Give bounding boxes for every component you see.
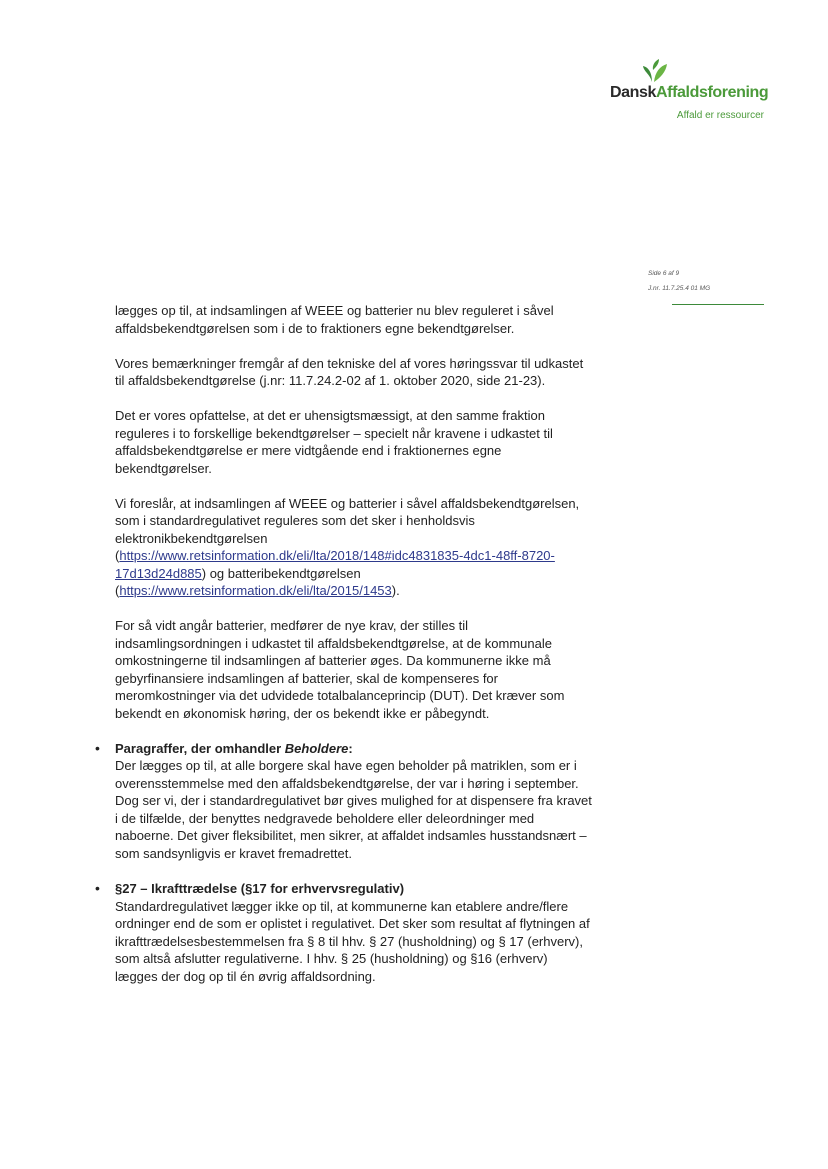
logo-tagline-part1: Affald xyxy=(676,110,703,121)
bullet-heading: §27 – Ikrafttrædelse (§17 for erhvervsregulativ) xyxy=(115,881,405,897)
bullet-dot-icon: • xyxy=(95,880,100,897)
bullet-dot-icon: • xyxy=(95,739,100,756)
bullet-heading-colon: : xyxy=(348,740,353,756)
logo-name-part1: Dansk xyxy=(610,84,657,101)
bullet-heading xyxy=(115,740,593,758)
page-meta xyxy=(648,266,710,296)
proposal-text-c: ). xyxy=(391,583,400,599)
paragraph-batteries: For så vidt angår batterier, medfører de nye krav, der stilles til indsamlingsordningen i udkastet til affaldsbekendtgørelse, at de kommunale omkostningerne til indsamlingen af batterier øges. Da kommunerne ikke må gebyrfinansiere indsamlingen af batterier, skal de kompenseres for meromkostninger via det udvidede totalbalanceprincip (DUT). Det kræver som bekendt en økonomisk høring, der os bekendt ikke er påbegyndt. xyxy=(115,618,565,721)
document-body xyxy=(95,302,593,1003)
link-batteribekendtgoerelse[interactable]: https://www.retsinformation.dk/eli/lta/2015/1453 xyxy=(119,583,392,599)
bullet-heading-text: Paragraffer, der omhandler xyxy=(115,740,285,756)
logo-tagline-part2: er ressourcer xyxy=(705,110,764,121)
logo-name-part2: Affaldsforening xyxy=(656,84,769,101)
paragraph-remarks: Vores bemærkninger fremgår af den tekniske del af vores høringssvar til udkastet til affaldsbekendtgørelse (j.nr: 11.7.24.2-02 af 1. oktober 2020, side 21-23). xyxy=(115,355,584,389)
bullet-heading-italic: Beholdere xyxy=(284,740,349,756)
proposal-text-a: Vi foreslår, at indsamlingen af WEEE og batterier i såvel affaldsbekendtgørelsen, som i standardregulativet reguleres som det sker i henholdsvis elektronikbekendtgørelsen ( xyxy=(115,495,580,564)
paragraph-opinion: Det er vores opfattelse, at det er uhensigtsmæssigt, at den samme fraktion reguleres i to forskellige bekendtgørelser – specielt når kravene i udkastet til affaldsbekendtgørelse er mere vidtgående end i fraktionernes egne bekendtgørelser. xyxy=(115,408,553,476)
proposal-text-b: ) og batteribekendtgørelsen ( xyxy=(115,565,361,599)
logo-tagline xyxy=(677,110,764,121)
logo-name xyxy=(610,84,768,102)
bullet-body: Standardregulativet lægger ikke op til, at kommunerne kan etablere andre/flere ordninger end de som er oplistet i regulativet. Det sker som resultat af flytningen af ikrafttrædelsesbestemmelsen fra § 8 til hhv. § 27 (husholdning) og § 17 (erhverv), som altså afslutter regulativerne. I hhv. § 25 (husholdning) og §16 (erhverv) lægges der dog op til én øvrig affaldsordning. xyxy=(115,898,590,984)
journal-number: J.nr. 11.7.25.4 01 MG xyxy=(648,285,711,292)
paragraph-weee-regulation: lægges op til, at indsamlingen af WEEE og batterier nu blev reguleret i såvel affaldsbekendtgørelsen som i de to fraktioners egne bekendtgørelser. xyxy=(115,303,554,336)
paragraph-proposal xyxy=(115,495,593,600)
meta-divider xyxy=(672,304,764,305)
bullet-body: Der lægges op til, at alle borgere skal have egen beholder på matriklen, som er i overensstemmelse med den affaldsbekendtgørelse, der var i høring i september. Dog ser vi, der i standardregulativet bør gives mulighed for at dispensere fra kravet i de tilfælde, der benyttes nedgravede beholdere eller deleordninger med naboerne. Det giver fleksibilitet, men sikrer, at affaldet indsamles husstandsnært – som sandsynligvis er kravet fremadrettet. xyxy=(115,758,592,861)
bullet-beholdere xyxy=(95,739,593,863)
link-elektronikbekendtgoerelse[interactable]: https://www.retsinformation.dk/eli/lta/2018/148#idc4831835-4dc1-48ff-8720-17d13d24d885 xyxy=(115,548,555,581)
page-number: Side 6 af 9 xyxy=(648,270,680,277)
leaf-logo-icon xyxy=(640,58,670,84)
bullet-ikrafttraedelse xyxy=(95,880,593,985)
